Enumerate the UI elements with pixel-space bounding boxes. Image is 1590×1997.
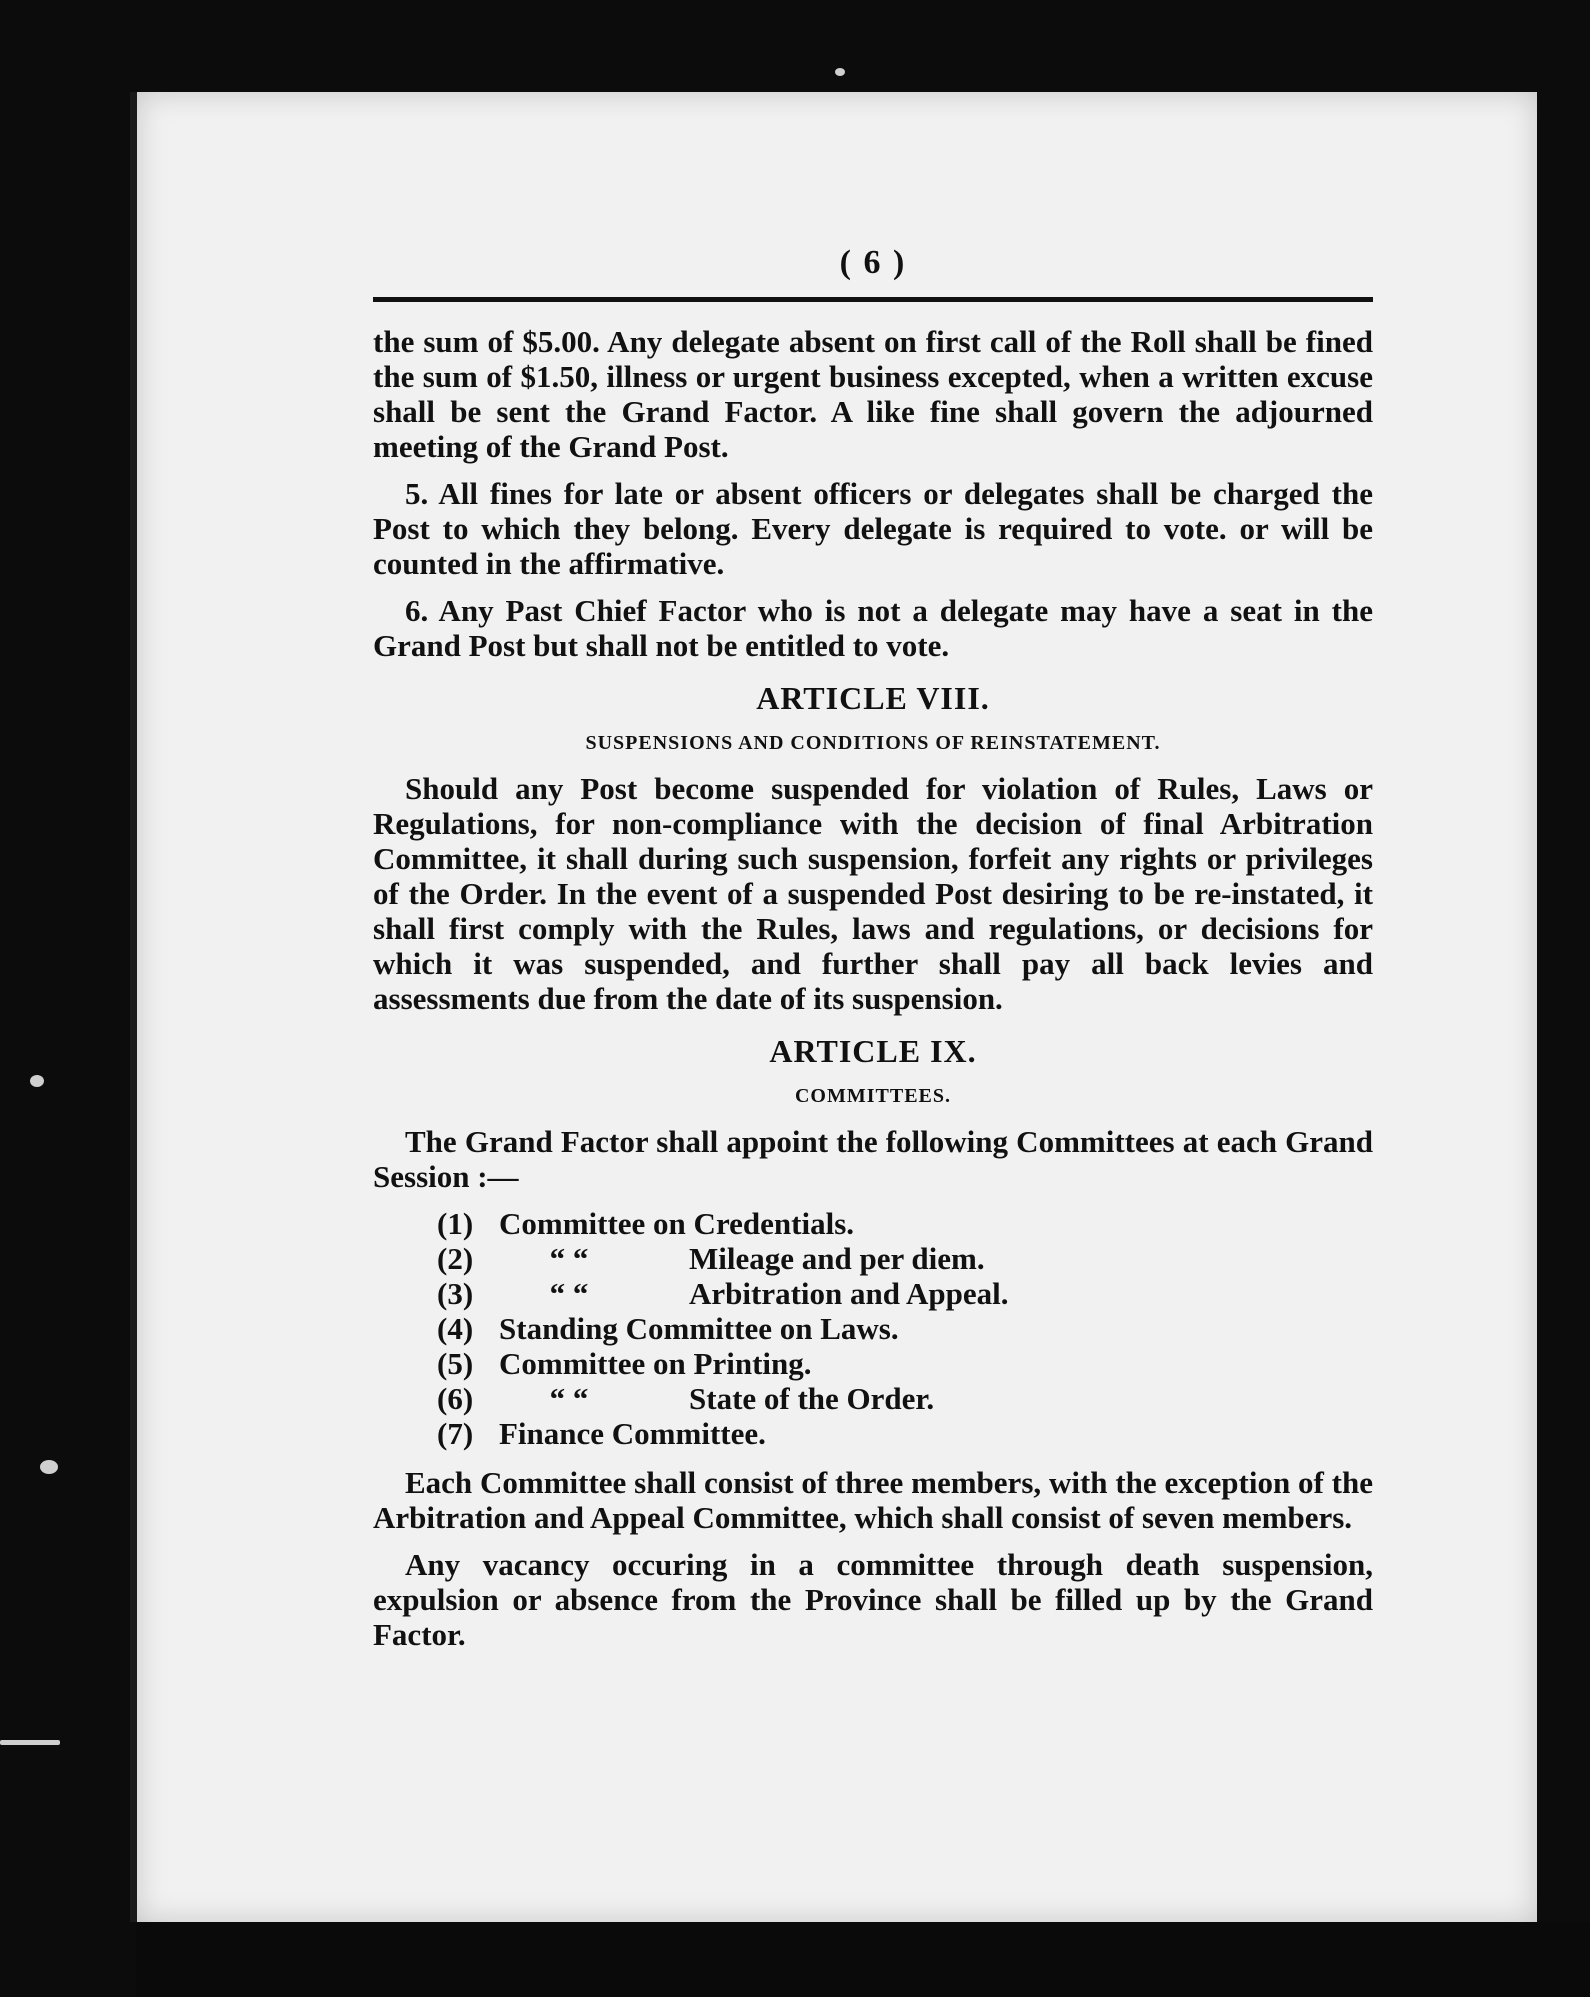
paragraph-section-5: 5. All fines for late or absent officers or delegates shall be charged the Post to which they belong. Every delegate is required to vote. or will be counted in the affirmative. — [373, 476, 1373, 581]
scan-speck — [835, 68, 845, 76]
committee-number: (2) — [437, 1241, 474, 1276]
paragraph-fines-continued: the sum of $5.00. Any delegate absent on first call of the Roll shall be fined the sum of $1.50, illness or urgent business excepted, when a written excuse shall be sent the Grand Factor. A like fine shall govern the adjourned meeting of the Grand Post. — [373, 324, 1373, 464]
committee-label: Standing Committee on Laws. — [499, 1311, 899, 1346]
paragraph-section-6: 6. Any Past Chief Factor who is not a delegate may have a seat in the Grand Post but shall not be entitled to vote. — [373, 593, 1373, 663]
committee-item — [437, 1241, 1373, 1276]
ditto-marks: “ “ — [549, 1381, 589, 1416]
committee-list — [437, 1206, 1373, 1451]
ditto-marks: “ “ — [549, 1241, 589, 1276]
committee-number: (7) — [437, 1416, 474, 1451]
ditto-marks: “ “ — [549, 1276, 589, 1311]
committee-item — [437, 1276, 1373, 1311]
document-page — [130, 92, 1537, 1922]
paragraph-vacancy: Any vacancy occuring in a committee through death suspension, expulsion or absence from the Province shall be filled up by the Grand Factor. — [373, 1547, 1373, 1652]
article-ix-intro: The Grand Factor shall appoint the following Committees at each Grand Session :— — [373, 1124, 1373, 1194]
committee-number: (3) — [437, 1276, 474, 1311]
committee-number: (1) — [437, 1206, 474, 1241]
scan-speck — [40, 1460, 58, 1474]
scan-bottom-edge — [136, 1922, 1590, 1997]
committee-label: Committee on Printing. — [499, 1346, 812, 1381]
article-ix-heading: ARTICLE IX. — [769, 1033, 977, 1069]
committee-item — [437, 1381, 1373, 1416]
committee-number: (4) — [437, 1311, 474, 1346]
committee-item — [437, 1206, 1373, 1241]
committee-label: State of the Order. — [689, 1381, 935, 1416]
paragraph-committee-members: Each Committee shall consist of three members, with the exception of the Arbitration and Appeal Committee, which shall consist of seven members. — [373, 1465, 1373, 1535]
article-ix-subheading: COMMITTEES. — [794, 1085, 952, 1107]
article-viii-heading: ARTICLE VIII. — [756, 680, 990, 716]
committee-label: Mileage and per diem. — [689, 1241, 985, 1276]
committee-number: (5) — [437, 1346, 474, 1381]
committee-label: Committee on Credentials. — [499, 1206, 855, 1241]
scan-speck — [30, 1075, 44, 1087]
committee-number: (6) — [437, 1381, 474, 1416]
header-rule — [373, 297, 1373, 302]
committee-label: Finance Committee. — [499, 1416, 766, 1451]
committee-item — [437, 1416, 1373, 1451]
scan-speck — [0, 1740, 60, 1745]
article-viii-text: Should any Post become suspended for violation of Rules, Laws or Regulations, for non-compliance with the decision of final Arbitration Committee, it shall during such suspension, forfeit any rights or privileges of the Order. In the event of a suspended Post desiring to be re-instated, it shall first comply with the Rules, laws and regulations, or decisions for which it was suspended, and further shall pay all back levies and assessments due from the date of its suspension. — [373, 771, 1373, 1016]
document-body — [373, 324, 1373, 1664]
committee-label: Arbitration and Appeal. — [689, 1276, 1009, 1311]
article-viii-subheading: SUSPENSIONS AND CONDITIONS OF REINSTATEMENT. — [585, 732, 1161, 754]
page-number: ( 6 ) — [839, 244, 907, 281]
committee-item — [437, 1311, 1373, 1346]
committee-item — [437, 1346, 1373, 1381]
